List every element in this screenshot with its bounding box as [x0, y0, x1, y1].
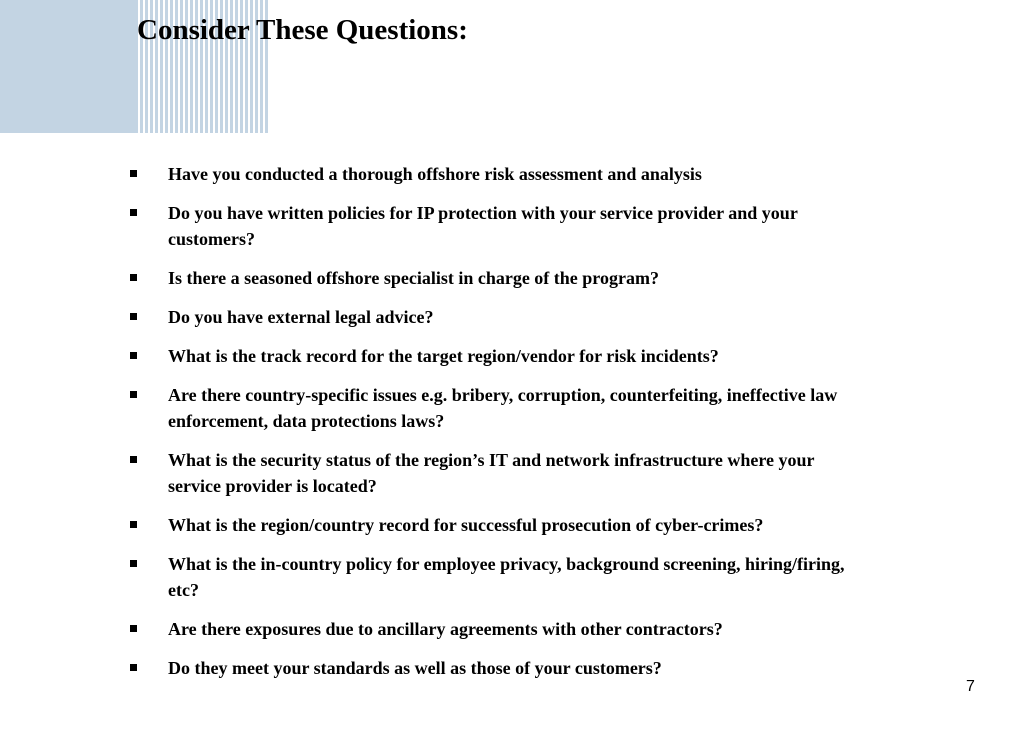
question-text: Do you have external legal advice? — [168, 307, 434, 327]
question-text: Do you have written policies for IP protection with your service provider and your customers? — [168, 203, 798, 249]
question-text: What is the track record for the target region/vendor for risk incidents? — [168, 346, 719, 366]
list-item — [130, 161, 845, 187]
question-text: What is the region/country record for successful prosecution of cyber-crimes? — [168, 515, 764, 535]
square-bullet-icon — [130, 391, 137, 398]
list-item — [130, 447, 845, 499]
list-item — [130, 512, 845, 538]
list-item — [130, 616, 845, 642]
list-item — [130, 655, 845, 681]
decorative-corner-block — [0, 0, 135, 133]
square-bullet-icon — [130, 560, 137, 567]
list-item — [130, 343, 845, 369]
question-text: Have you conducted a thorough offshore risk assessment and analysis — [168, 164, 702, 184]
question-text: Are there country-specific issues e.g. bribery, corruption, counterfeiting, ineffective law enforcement, data protections laws? — [168, 385, 838, 431]
list-item — [130, 382, 845, 434]
list-item — [130, 304, 845, 330]
question-text: Do they meet your standards as well as those of your customers? — [168, 658, 662, 678]
question-text: What is the in-country policy for employee privacy, background screening, hiring/firing, etc? — [168, 554, 845, 600]
square-bullet-icon — [130, 625, 137, 632]
page-number: 7 — [966, 678, 975, 695]
question-text: Are there exposures due to ancillary agreements with other contractors? — [168, 619, 723, 639]
square-bullet-icon — [130, 664, 137, 671]
square-bullet-icon — [130, 456, 137, 463]
square-bullet-icon — [130, 352, 137, 359]
square-bullet-icon — [130, 209, 137, 216]
question-list — [130, 161, 845, 694]
list-item — [130, 200, 845, 252]
square-bullet-icon — [130, 313, 137, 320]
square-bullet-icon — [130, 521, 137, 528]
slide-title: Consider These Questions: — [137, 14, 468, 46]
list-item — [130, 551, 845, 603]
question-text: Is there a seasoned offshore specialist in charge of the program? — [168, 268, 659, 288]
list-item — [130, 265, 845, 291]
question-text: What is the security status of the region’s IT and network infrastructure where your service provider is located? — [168, 450, 815, 496]
square-bullet-icon — [130, 274, 137, 281]
square-bullet-icon — [130, 170, 137, 177]
